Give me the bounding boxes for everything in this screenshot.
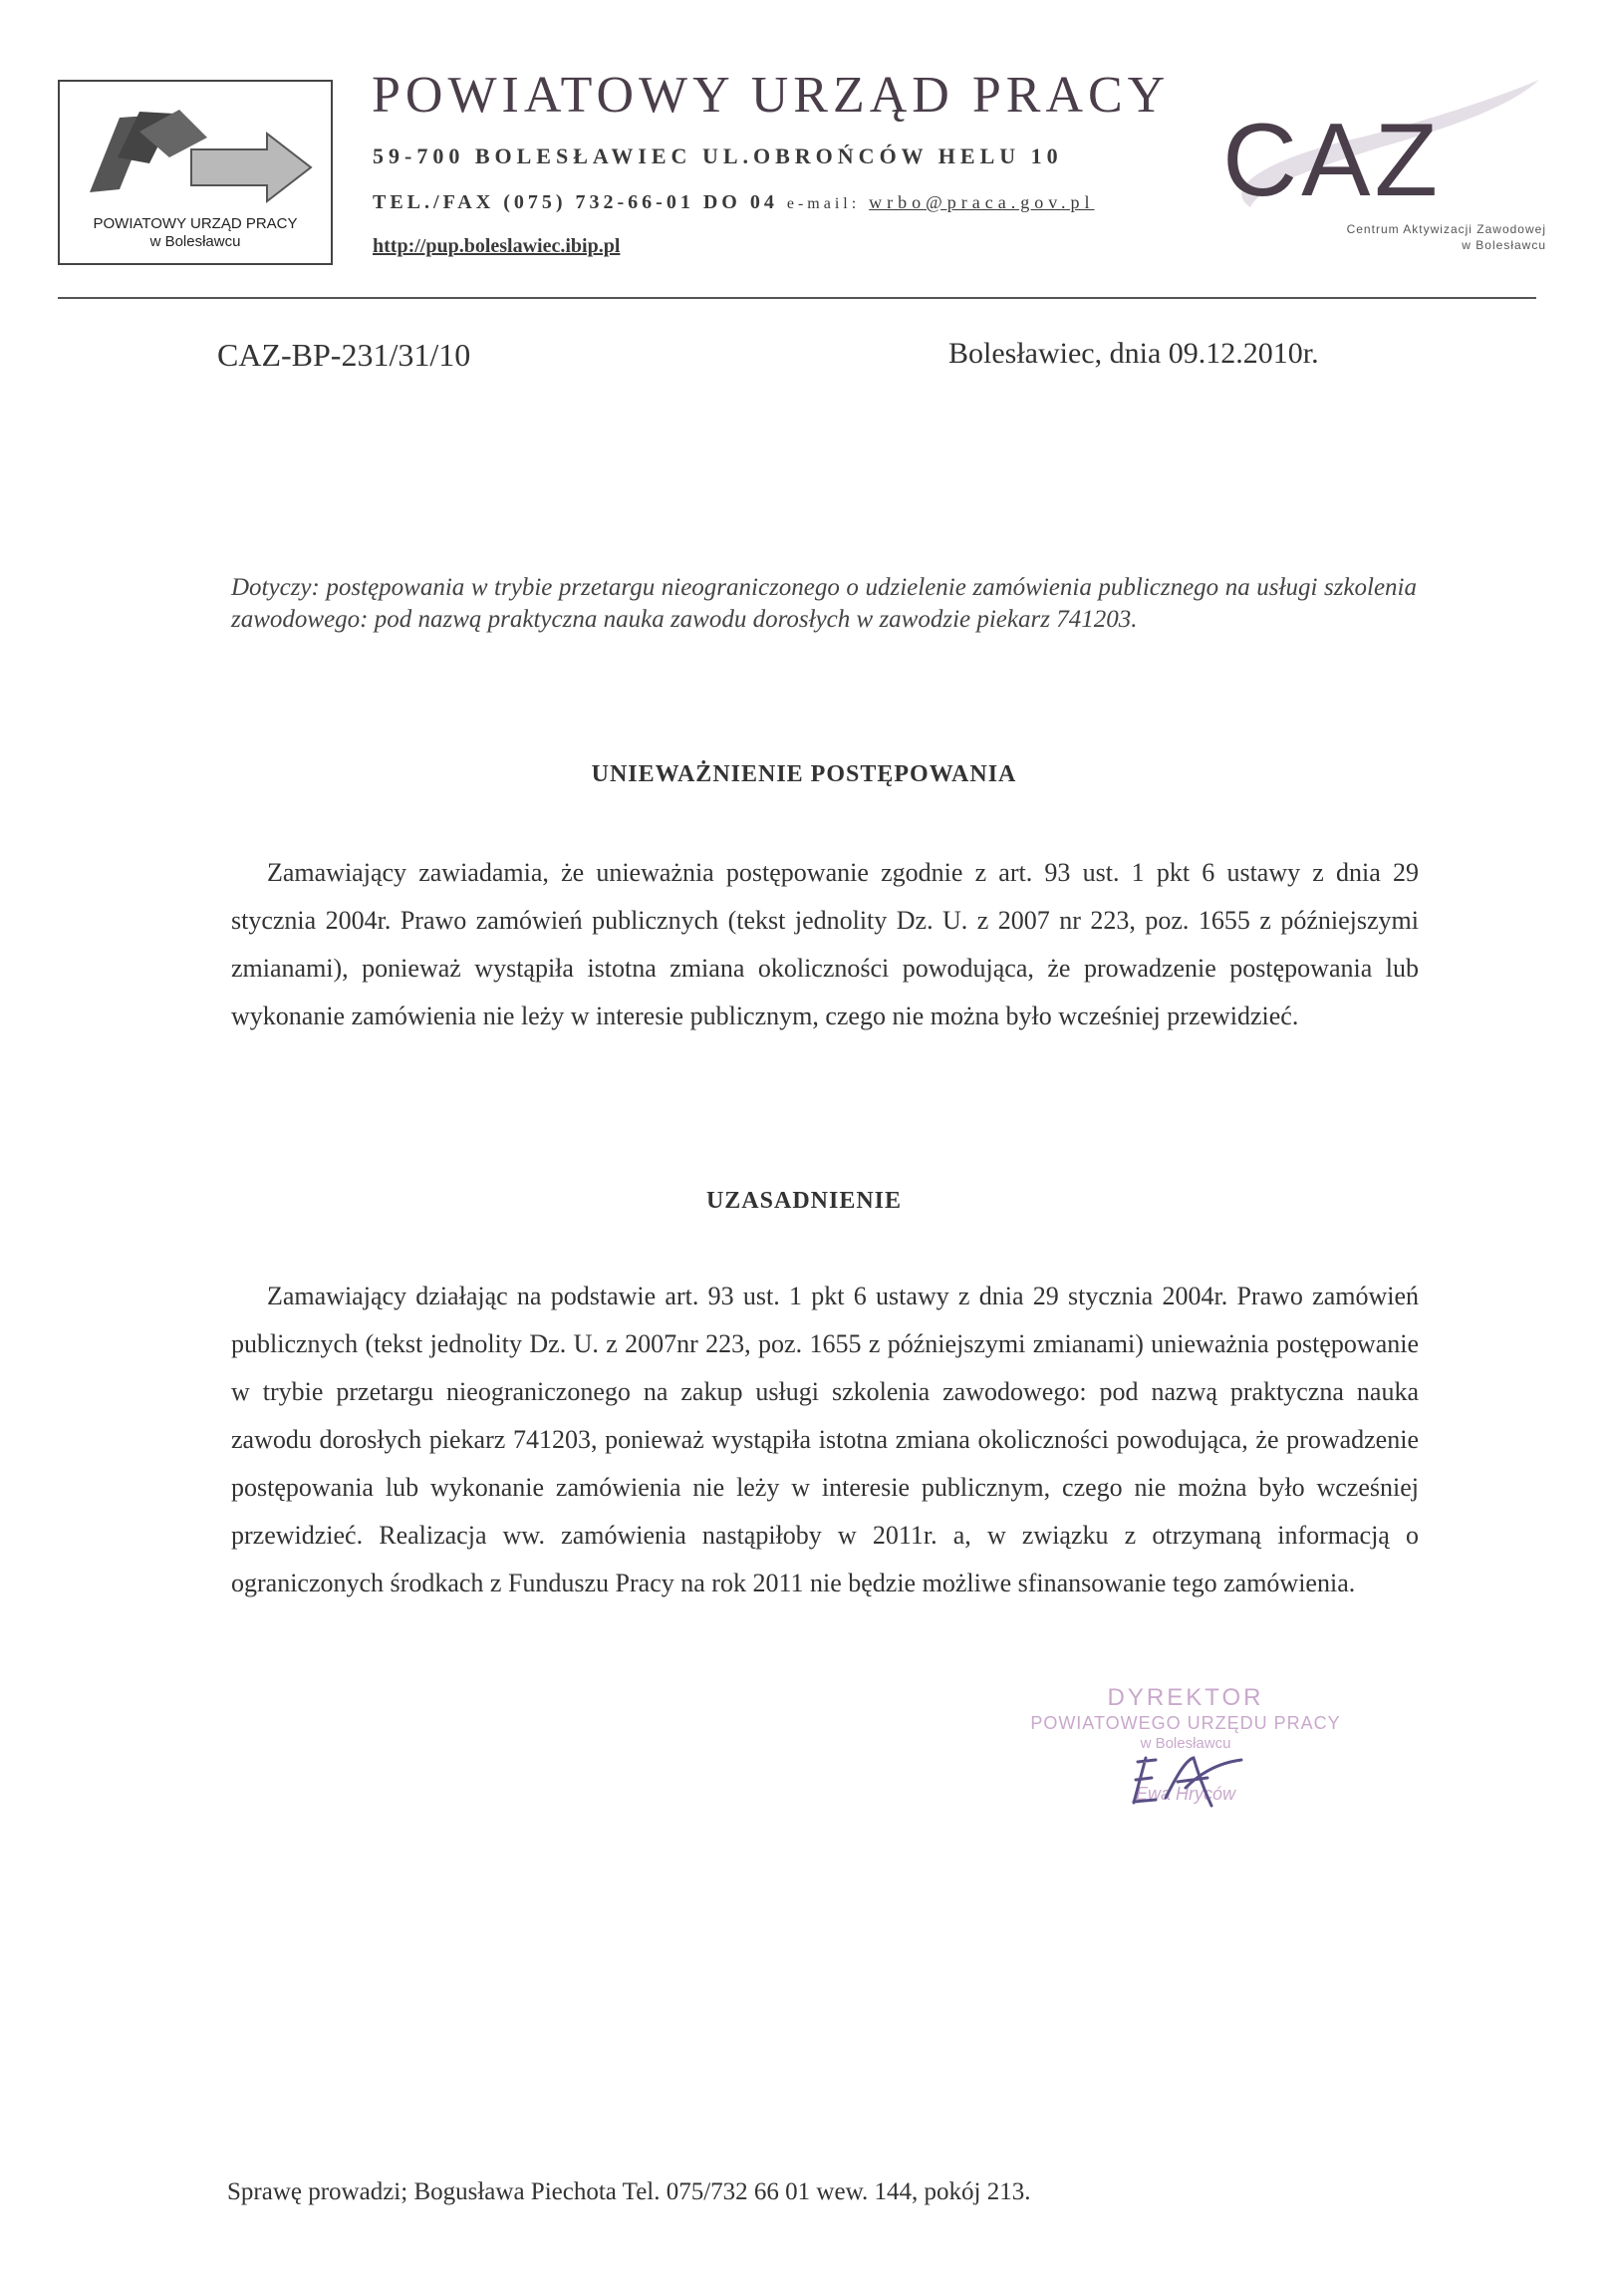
email-link[interactable]: wrbo@praca.gov.pl — [869, 192, 1095, 212]
caz-caption — [1347, 221, 1546, 253]
annulment-paragraph: Zamawiający zawiadamia, że unieważnia postępowanie zgodnie z art. 93 ust. 1 pkt 6 ustawy z dnia 29 stycznia 2004r. Prawo zamówień publicznych (tekst jednolity Dz. U. z 2007 nr 223, poz. 1655 z późniejszymi zmianami), ponieważ wystąpiła istotna zmiana okoliczności powodująca, że prowadzenie postępowania lub wykonanie zamówienia nie leży w interesie publicznym, czego nie można było wcześniej przewidzieć. — [231, 858, 1419, 1030]
caz-logo-text: CAZ — [1222, 103, 1442, 218]
stamp-office: POWIATOWEGO URZĘDU PRACY — [1030, 1713, 1341, 1733]
email-label: e-mail: — [786, 195, 861, 212]
org-name: POWIATOWY URZĄD PRACY — [372, 67, 1171, 124]
website-link[interactable]: http://pup.boleslawiec.ibip.pl — [373, 235, 621, 257]
caz-caption-line1: Centrum Aktywizacji Zawodowej — [1346, 222, 1546, 236]
pup-logo — [58, 80, 333, 265]
logo-caption — [60, 215, 331, 251]
caz-caption-line2: w Bolesławcu — [1462, 238, 1546, 252]
section-heading-justification: UZASADNIENIE — [705, 1188, 903, 1214]
place-date: Bolesławiec, dnia 09.12.2010r. — [948, 337, 1319, 370]
reference-number: CAZ-BP-231/31/10 — [217, 337, 471, 373]
section-heading-annulment: UNIEWAŻNIENIE POSTĘPOWANIA — [591, 761, 1017, 787]
subject-line: Dotyczy: postępowania w trybie przetargu nieograniczonego o udzielenie zamówienia publicznego na usługi szkolenia zawodowego: pod nazwą praktyczna nauka zawodu dorosłych w zawodzie piekarz 741203. — [231, 574, 1417, 633]
caz-logo — [1210, 78, 1549, 227]
stamp-title: DYREKTOR — [1107, 1684, 1264, 1711]
org-address: 59-700 BOLESŁAWIEC UL.OBROŃCÓW HELU 10 — [373, 144, 1063, 168]
org-phone: TEL./FAX (075) 732-66-01 DO 04 — [373, 191, 778, 213]
stamp-name: Ewa Hryców — [1135, 1784, 1236, 1804]
org-contact — [373, 191, 1095, 214]
header-divider — [58, 297, 1536, 299]
logo-caption-line1: POWIATOWY URZĄD PRACY — [93, 215, 298, 232]
director-stamp — [986, 1684, 1385, 1805]
arrows-logo-icon — [80, 98, 315, 213]
logo-caption-line2: w Bolesławcu — [149, 233, 241, 250]
stamp-place: w Bolesławcu — [1140, 1735, 1231, 1752]
footer-contact: Sprawę prowadzi; Bogusława Piechota Tel. 075/732 66 01 wew. 144, pokój 213. — [227, 2178, 1031, 2205]
signature-icon — [1116, 1748, 1255, 1818]
justification-paragraph: Zamawiający działając na podstawie art. 93 ust. 1 pkt 6 ustawy z dnia 29 stycznia 2004r. Prawo zamówień publicznych (tekst jednolity Dz. U. z 2007nr 223, poz. 1655 z późniejszymi zmianami) unieważnia postępowanie w trybie przetargu nieograniczonego na zakup usługi szkolenia zawodowego: pod nazwą praktyczna nauka zawodu dorosłych piekarz 741203, ponieważ wystąpiła istotna zmiana okoliczności powodująca, że prowadzenie postępowania lub wykonanie zamówienia nie leży w interesie publicznym, czego nie można było wcześniej przewidzieć. Realizacja ww. zamówienia nastąpiłoby w 2011r. a, w związku z otrzymaną informacją o ograniczonych środkach z Funduszu Pracy na rok 2011 nie będzie możliwe sfinansowanie tego zamówienia. — [231, 1282, 1419, 1597]
